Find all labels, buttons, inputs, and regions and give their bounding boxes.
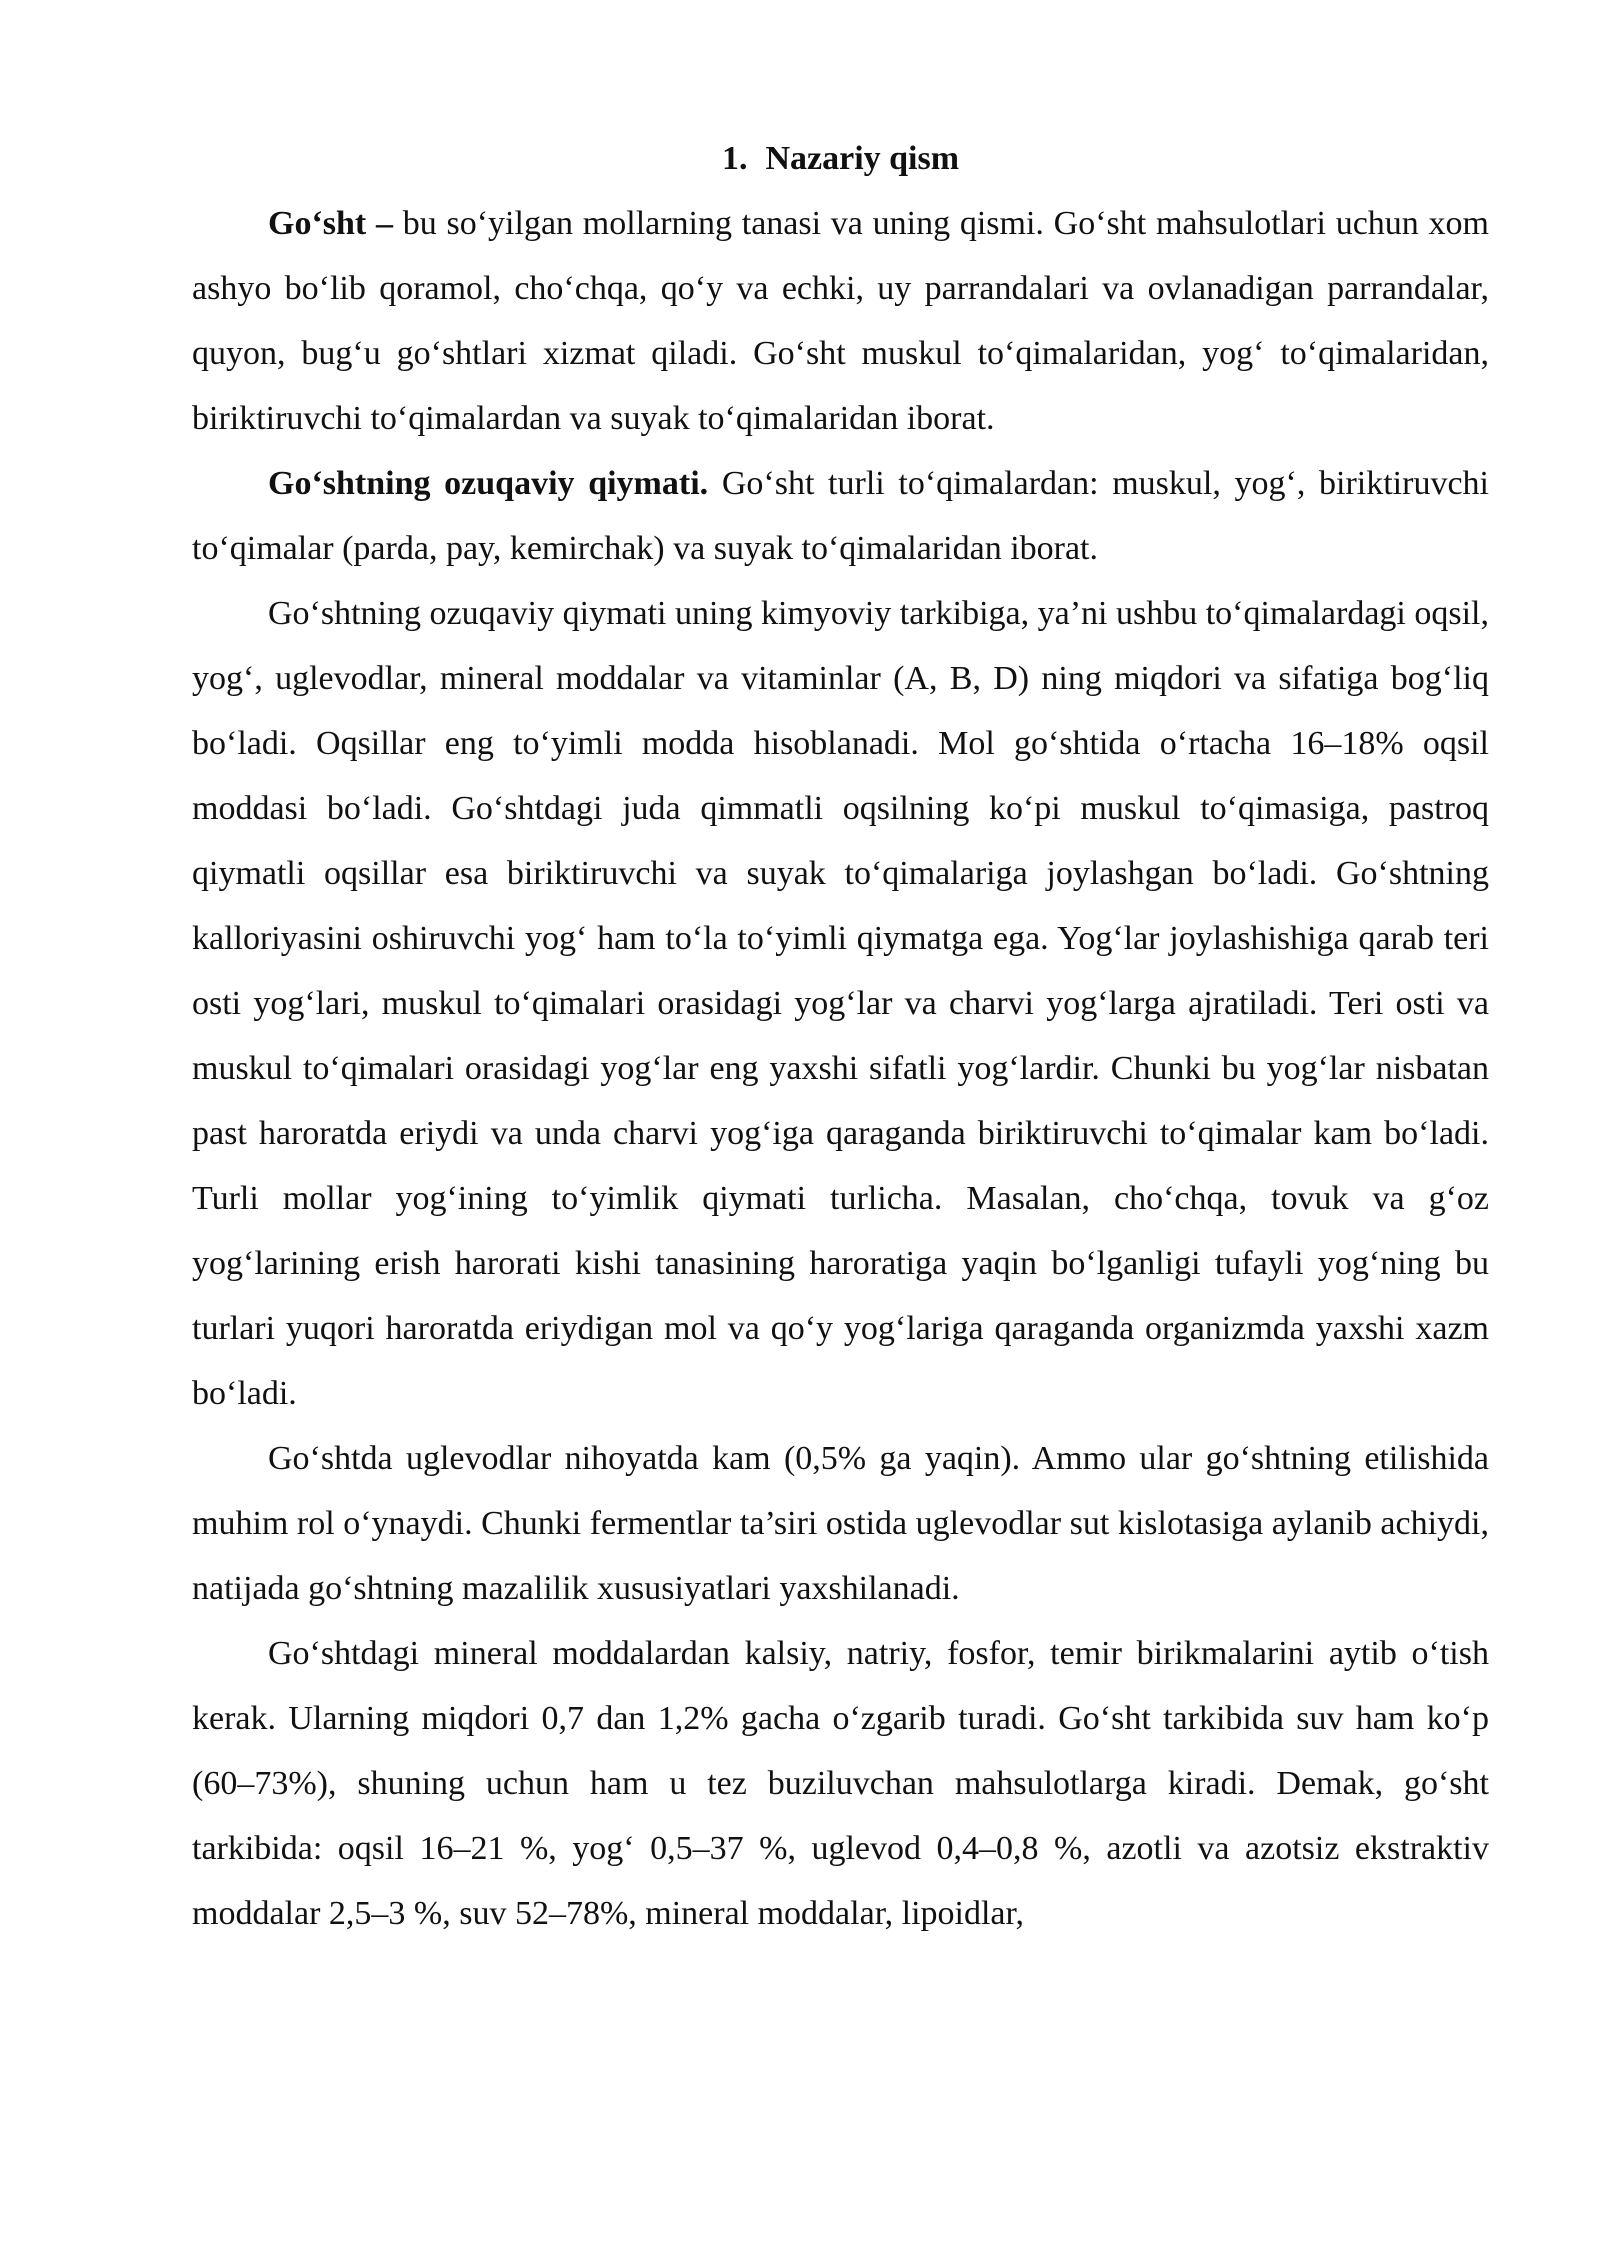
paragraph-text: Go‘shtdagi mineral moddalardan kalsiy, natriy, fosfor, temir birikmalarini aytib o‘tish kerak. Ularning miqdori 0,7 dan 1,2% gacha o‘zgarib turadi. Go‘sht tarkibida suv ham ko‘p (60–73%), shuning uchun ham u tez buziluvchan mahsulotlarga kiradi. Demak, go‘sht tarkibida: oqsil 16–21 %, yog‘ 0,5–37 %, uglevod 0,4–0,8 %, azotli va azotsiz ekstraktiv moddalar 2,5–3 %, suv 52–78%, mineral moddalar, lipoidlar, [192,1635,1489,1932]
section-heading [192,126,1489,191]
section-number: 1. [721,140,748,177]
paragraph-minerals [192,1621,1489,1946]
paragraph-text: Go‘sht turli to‘qimalardan: muskul, yog‘, biriktiruvchi to‘qimalar (parda, pay, kemirchak) va suyak to‘qimalaridan iborat. [192,465,1489,567]
paragraph-text: bu so‘yilgan mollarning tanasi va uning qismi. Go‘sht mahsulotlari uchun xom ashyo bo‘lib qoramol, cho‘chqa, qo‘y va echki, uy parrandalari va ovlanadigan parrandalar, quyon, bug‘u go‘shtlari xizmat qiladi. Go‘sht muskul to‘qimalaridan, yog‘ to‘qimalaridan, biriktiruvchi to‘qimalardan va suyak to‘qimalaridan iborat. [192,205,1489,437]
paragraph-nutritional-value [192,451,1489,581]
paragraph-text: Go‘shtning ozuqaviy qiymati uning kimyoviy tarkibiga, ya’ni ushbu to‘qimalardagi oqsil, yog‘, uglevodlar, mineral moddalar va vitaminlar (A, B, D) ning miqdori va sifatiga bog‘liq bo‘ladi. Oqsillar eng to‘yimli modda hisoblanadi. Mol go‘shtida o‘rtacha 16–18% oqsil moddasi bo‘ladi. Go‘shtdagi juda qimmatli oqsilning ko‘pi muskul to‘qimasiga, pastroq qiymatli oqsillar esa biriktiruvchi va suyak to‘qimalariga joylashgan bo‘ladi. Go‘shtning kalloriyasini oshiruvchi yog‘ ham to‘la to‘yimli qiymatga ega. Yog‘lar joylashishiga qarab teri osti yog‘lari, muskul to‘qimalari orasidagi yog‘lar va charvi yog‘larga ajratiladi. Teri osti va muskul to‘qimalari orasidagi yog‘lar eng yaxshi sifatli yog‘lardir. Chunki bu yog‘lar nisbatan past haroratda eriydi va unda charvi yog‘iga qaraganda biriktiruvchi to‘qimalar kam bo‘ladi. Turli mollar yog‘ining to‘yimlik qiymati turlicha. Masalan, cho‘chqa, tovuk va g‘oz yog‘larining erish harorati kishi tanasining haroratiga yaqin bo‘lganligi tufayli yog‘ning bu turlari yuqori haroratda eriydigan mol va qo‘y yog‘lariga qaraganda organizmda yaxshi xazm bo‘ladi. [192,595,1489,1412]
document-body [192,126,1489,1946]
section-title: Nazariy qism [765,140,960,177]
term-meat: Go‘sht – [268,205,393,242]
paragraph-chemical-composition [192,581,1489,1426]
paragraph-carbohydrates [192,1426,1489,1621]
paragraph-meat-definition [192,191,1489,451]
paragraph-text: Go‘shtda uglevodlar nihoyatda kam (0,5% ga yaqin). Ammo ular go‘shtning etilishida muhim rol o‘ynaydi. Chunki fermentlar ta’siri ostida uglevodlar sut kislotasiga aylanib achiydi, natijada go‘shtning mazalilik xususiyatlari yaxshilanadi. [192,1440,1489,1607]
term-nutritional-value: Go‘shtning ozuqaviy qiymati. [268,465,709,502]
